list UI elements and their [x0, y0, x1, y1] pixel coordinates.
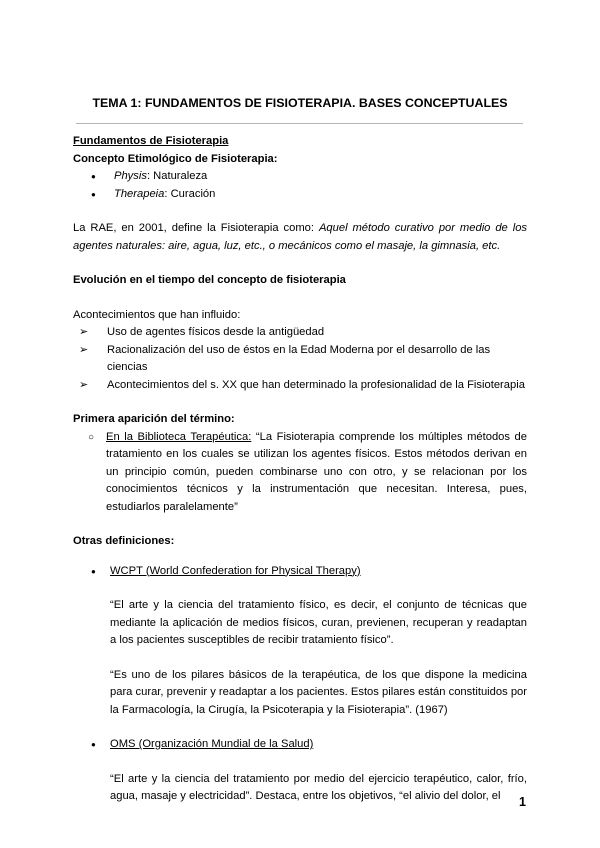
section-heading-fundamentos: Fundamentos de Fisioterapia [73, 135, 229, 147]
term: Physis [114, 170, 147, 182]
section-heading-otras: Otras definiciones: [73, 535, 175, 547]
bullet-icon: ● [91, 566, 96, 576]
term: Therapeia [114, 187, 165, 200]
oms-item [73, 736, 527, 754]
oms-label: OMS (Organización Mundial de la Salud) [110, 738, 314, 750]
title-divider [76, 123, 523, 124]
page-title: TEMA 1: FUNDAMENTOS DE FISIOTERAPIA. BASES CONCEPTUALES [92, 96, 508, 110]
wcpt-definition-1: “El arte y la ciencia del tratamiento físico, es decir, el conjunto de técnicas que mediante la aplicación de medios físicos, curan, previenen, recuperan y readaptan a los pacientes susceptibles de recibir tratamiento físico”. [110, 599, 527, 646]
section-heading-primera: Primera aparición del término: [73, 413, 235, 425]
biblioteca-text: “La Fisioterapia comprende los múltiples métodos de tratamiento en los cuales se utilizan los agentes físicos. Estos métodos derivan en un principio común, pueden combinarse uno con otro, y se relacionan por los conocimientos técnicos y la instrumentación que necesitan. Interesa, pues, estudiarlos paralelamente” [106, 430, 528, 513]
oms-definition-1: “El arte y la ciencia del tratamiento por medio del ejercicio terapéutico, calor, frío, agua, masaje y electricidad”. Destaca, entre los objetivos, “el alivio del dolor, el [110, 772, 527, 802]
circle-bullet-icon: ○ [88, 431, 95, 443]
rae-quote: Aquel método curativo por medio de los agentes naturales: aire, agua, luz, etc., o mecánicos como el masaje, la gimnasia, etc. [73, 222, 528, 252]
bullet-icon: ● [91, 740, 96, 749]
definition: : Curación [164, 187, 216, 200]
wcpt-item [73, 563, 527, 581]
definition: : Naturaleza [146, 170, 208, 182]
page-number: 1 [519, 795, 526, 809]
list-item: ➢ Racionalización del uso de éstos en la Edad Moderna por el desarrollo de las ciencias [79, 342, 527, 377]
subheading-etimologico: Concepto Etimológico de Fisioterapia: [73, 152, 278, 165]
biblioteca-paragraph [73, 429, 527, 517]
list-item [91, 168, 527, 186]
rae-paragraph [73, 220, 527, 255]
rae-lead: La RAE, en 2001, define la Fisioterapia como: [73, 222, 319, 234]
etymology-list [73, 168, 527, 203]
biblioteca-source: En la Biblioteca Terapéutica: [106, 430, 252, 443]
evolution-intro: Acontecimientos que han influido: [73, 308, 241, 321]
wcpt-definition-2: “Es uno de los pilares básicos de la terapéutica, de los que dispone la medicina para curar, prevenir y readaptar a los pacientes. Estos pilares están constituidos por la Farmacología, la Cirugía, la Psicoterapia y la Fisioterapia”. (1967) [110, 668, 527, 716]
list-item: ➢ Uso de agentes físicos desde la antigüedad [79, 324, 527, 342]
list-item: ➢ Acontecimientos del s. XX que han determinado la profesionalidad de la Fisioterapia [79, 377, 527, 395]
wcpt-label: WCPT (World Confederation for Physical Therapy) [110, 564, 361, 577]
evolution-list [73, 324, 527, 394]
section-heading-evolucion: Evolución en el tiempo del concepto de fisioterapia [73, 274, 346, 286]
document-body [73, 133, 527, 806]
list-item [91, 186, 527, 204]
